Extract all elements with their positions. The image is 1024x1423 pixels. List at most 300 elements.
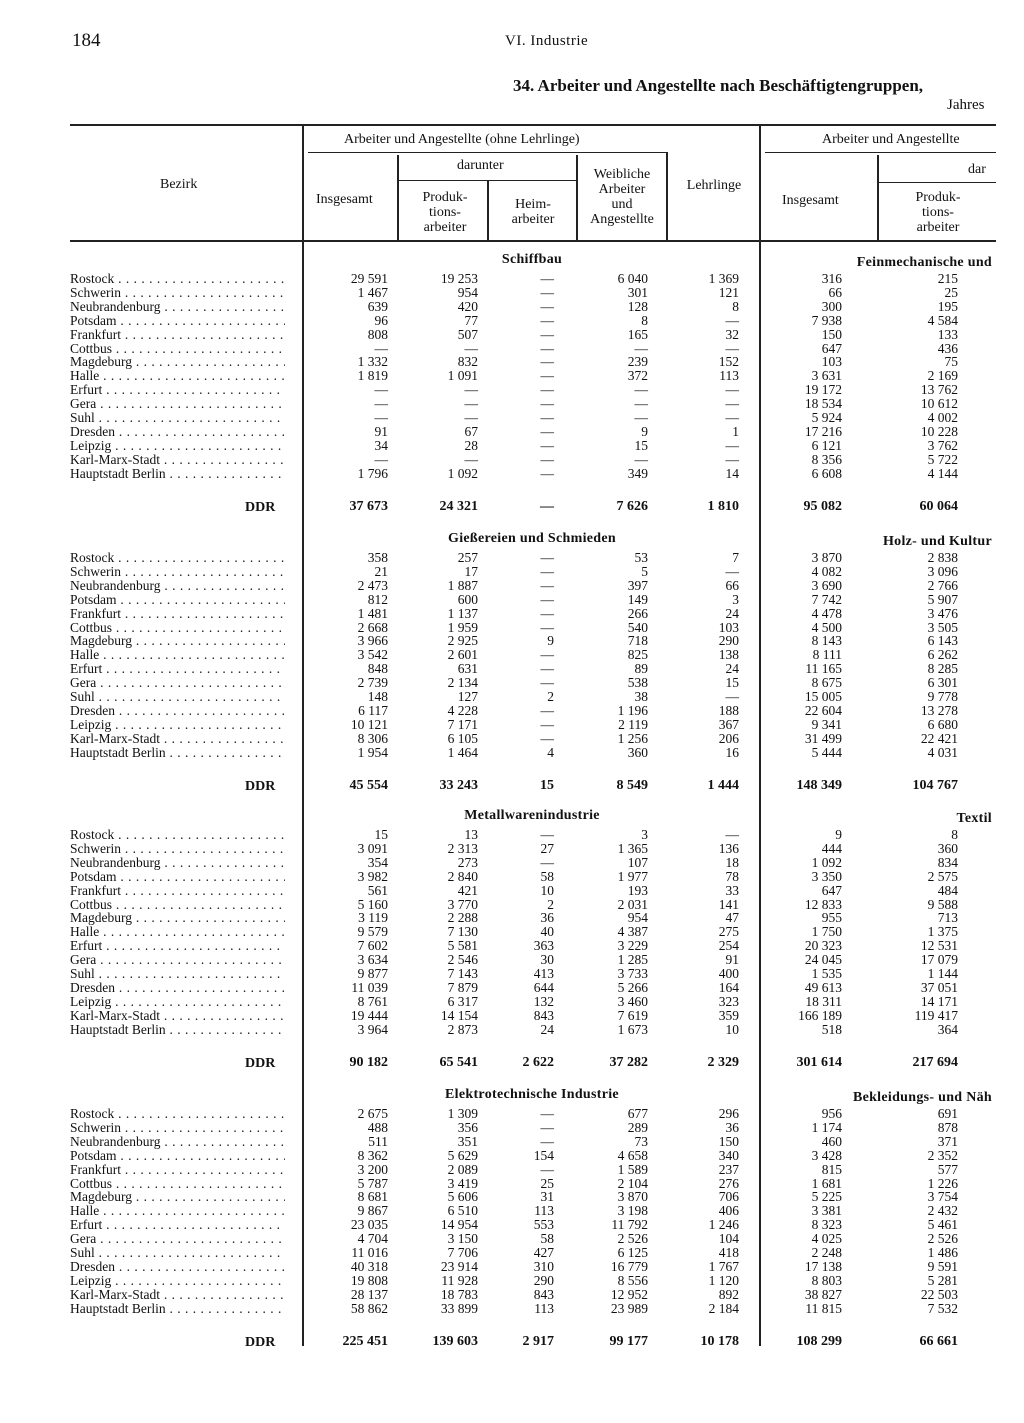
table-cell: 9 778: [927, 689, 958, 704]
table-cell: —: [540, 354, 554, 370]
table-cell: 1 375: [927, 924, 958, 940]
header-bezirk: Bezirk: [160, 177, 198, 192]
table-cell: 677: [627, 1106, 648, 1121]
table-cell: 14: [725, 465, 739, 481]
table-cell: —: [634, 410, 648, 425]
table-cell: —: [725, 382, 739, 398]
table-cell: —: [540, 298, 554, 314]
row-bezirk: Potsdam . . .: [70, 314, 285, 328]
row-bezirk: Halle . . .: [70, 648, 285, 662]
table-cell: 363: [533, 938, 554, 954]
table-cell: 2 766: [927, 577, 958, 593]
table-cell: —: [540, 271, 554, 286]
table-cell: 5 787: [357, 1175, 388, 1191]
table-cell: 18: [725, 854, 739, 870]
table-cell: —: [540, 340, 554, 356]
table-cell: 1 365: [617, 840, 648, 856]
table-cell: 290: [718, 633, 739, 649]
table-cell: 9 579: [357, 924, 388, 940]
table-cell: 31: [540, 1189, 554, 1205]
row-bezirk: Rostock . . .: [70, 1107, 285, 1121]
table-cell: —: [464, 382, 478, 398]
total-cell: 95 082: [803, 499, 842, 514]
section-title: Metallwarenindustrie: [464, 808, 600, 823]
table-cell: 8: [732, 298, 739, 314]
table-cell: 9 877: [357, 966, 388, 981]
table-cell: —: [540, 716, 554, 732]
table-cell: 20 323: [804, 938, 842, 954]
table-cell: —: [540, 827, 554, 842]
table-cell: 91: [374, 423, 388, 439]
table-cell: 639: [367, 298, 388, 314]
table-cell: 29 591: [350, 271, 388, 286]
table-cell: —: [540, 312, 554, 328]
column-divider: [759, 124, 761, 1346]
total-cell: 45 554: [349, 778, 388, 793]
row-bezirk: Gera . . .: [70, 676, 285, 690]
table-cell: 418: [718, 1245, 739, 1260]
table-cell: 11 928: [441, 1272, 478, 1288]
table-cell: 1 767: [708, 1258, 739, 1274]
table-cell: —: [540, 675, 554, 691]
table-cell: 843: [533, 1007, 554, 1023]
table-cell: 954: [627, 910, 648, 926]
table-cell: 11 792: [611, 1217, 648, 1233]
table-cell: —: [464, 340, 478, 356]
table-cell: 14 954: [440, 1217, 478, 1233]
total-cell: 60 064: [919, 499, 958, 514]
table-cell: 359: [718, 1007, 739, 1023]
table-cell: 1 481: [357, 605, 388, 621]
table-cell: 421: [457, 882, 478, 898]
table-cell: 878: [937, 1119, 958, 1135]
table-cell: 34: [374, 437, 388, 453]
table-cell: 239: [627, 354, 648, 370]
row-bezirk: Neubrandenburg . . .: [70, 300, 285, 314]
table-cell: 149: [627, 591, 648, 607]
row-bezirk: Frankfurt . . .: [70, 607, 285, 621]
table-cell: 2 840: [447, 868, 478, 884]
table-cell: 8 111: [812, 647, 842, 663]
table-cell: 848: [367, 661, 388, 677]
table-cell: 21: [374, 563, 388, 579]
table-cell: 3 096: [927, 563, 958, 579]
table-cell: 1 673: [617, 1021, 648, 1037]
table-cell: —: [374, 396, 388, 412]
table-cell: 4 002: [927, 410, 958, 425]
header-sub-rule: [308, 152, 666, 153]
table-cell: 1 196: [617, 702, 648, 718]
table-cell: 10 612: [920, 396, 958, 412]
total-cell: 301 614: [796, 1055, 842, 1070]
table-cell: 11 039: [351, 979, 388, 995]
table-cell: —: [725, 451, 739, 467]
table-cell: 2: [547, 689, 554, 704]
table-cell: 4 025: [811, 1231, 842, 1247]
table-cell: 892: [718, 1286, 739, 1302]
table-cell: 600: [457, 591, 478, 607]
table-cell: —: [725, 340, 739, 356]
table-cell: 2 134: [447, 675, 478, 691]
table-top-rule: [70, 124, 996, 126]
table-cell: 511: [368, 1133, 388, 1149]
table-cell: 301: [627, 284, 648, 300]
table-cell: 9 588: [927, 896, 958, 912]
table-cell: —: [540, 854, 554, 870]
table-cell: 8: [951, 827, 958, 842]
table-cell: 78: [725, 868, 739, 884]
table-cell: 19 172: [804, 382, 842, 398]
table-cell: 3: [732, 591, 739, 607]
table-cell: 9: [641, 423, 648, 439]
header-insgesamt-right: Insgesamt: [782, 193, 839, 208]
table-cell: 150: [821, 326, 842, 342]
table-cell: 6 262: [927, 647, 958, 663]
total-cell: 66 661: [919, 1334, 958, 1349]
table-cell: 5 907: [927, 591, 958, 607]
table-cell: 103: [718, 619, 739, 635]
table-cell: 18 311: [805, 993, 842, 1009]
header-lehrlinge: Lehrlinge: [686, 178, 742, 193]
table-cell: —: [634, 451, 648, 467]
table-cell: —: [725, 437, 739, 453]
table-cell: 10: [540, 882, 554, 898]
table-cell: 8 681: [357, 1189, 388, 1205]
table-cell: 3 542: [357, 647, 388, 663]
table-cell: 1 464: [447, 744, 478, 760]
table-cell: 9 867: [357, 1203, 388, 1219]
table-cell: 67: [464, 423, 478, 439]
table-cell: 8 675: [811, 675, 842, 691]
table-cell: 4 704: [357, 1231, 388, 1247]
table-cell: 4 031: [927, 744, 958, 760]
table-cell: 215: [937, 271, 958, 286]
table-cell: 254: [718, 938, 739, 954]
table-cell: 371: [937, 1133, 958, 1149]
table-cell: 1 750: [811, 924, 842, 940]
table-cell: 316: [821, 271, 842, 286]
table-cell: 340: [718, 1147, 739, 1163]
table-cell: 73: [634, 1133, 648, 1149]
table-cell: 58: [540, 868, 554, 884]
table-cell: 444: [821, 840, 842, 856]
table-cell: 66: [828, 284, 842, 300]
table-cell: —: [540, 451, 554, 467]
total-cell: 1 444: [707, 778, 739, 793]
table-cell: —: [540, 465, 554, 481]
table-cell: 6 510: [447, 1203, 478, 1219]
table-cell: 3 870: [811, 550, 842, 565]
table-cell: 36: [540, 910, 554, 926]
table-cell: —: [540, 702, 554, 718]
table-cell: 150: [718, 1133, 739, 1149]
section-title-right: Bekleidungs- und Näh: [852, 1090, 992, 1105]
table-cell: 7 619: [617, 1007, 648, 1023]
row-bezirk: Cottbus . . .: [70, 1177, 285, 1191]
table-cell: 561: [367, 882, 388, 898]
table-cell: 420: [457, 298, 478, 314]
table-cell: 6 117: [358, 702, 388, 718]
table-cell: 2 104: [617, 1175, 648, 1191]
table-cell: 12 952: [610, 1286, 648, 1302]
table-cell: —: [540, 284, 554, 300]
table-cell: 47: [725, 910, 739, 926]
table-cell: 644: [533, 979, 554, 995]
section-title: Schiffbau: [501, 252, 563, 267]
table-cell: 8 143: [811, 633, 842, 649]
table-subtitle: Jahres: [947, 97, 985, 113]
total-label: DDR: [245, 1056, 276, 1071]
table-cell: 8 356: [811, 451, 842, 467]
table-cell: 4 658: [617, 1147, 648, 1163]
row-bezirk: Frankfurt . . .: [70, 1163, 285, 1177]
table-cell: 354: [367, 854, 388, 870]
table-cell: 1 120: [708, 1272, 739, 1288]
total-cell: 7 626: [616, 499, 648, 514]
row-bezirk: Suhl . . .: [70, 1246, 285, 1260]
table-cell: 22 503: [920, 1286, 958, 1302]
table-cell: 237: [718, 1161, 739, 1177]
total-cell: 65 541: [439, 1055, 478, 1070]
table-cell: 6 608: [811, 465, 842, 481]
table-cell: 104: [718, 1231, 739, 1247]
table-cell: 400: [718, 966, 739, 981]
table-cell: 17: [464, 563, 478, 579]
table-cell: 27: [540, 840, 554, 856]
section-title: Gießereien und Schmieden: [448, 531, 616, 546]
table-cell: 4 478: [811, 605, 842, 621]
table-cell: 518: [821, 1021, 842, 1037]
table-cell: 49 613: [804, 979, 842, 995]
table-cell: 3 200: [357, 1161, 388, 1177]
table-cell: 96: [374, 312, 388, 328]
table-cell: 2 675: [357, 1106, 388, 1121]
table-cell: 18 534: [804, 396, 842, 412]
total-cell: 139 603: [432, 1334, 478, 1349]
table-cell: —: [540, 591, 554, 607]
table-cell: 23 035: [350, 1217, 388, 1233]
table-cell: 1 887: [447, 577, 478, 593]
row-bezirk: Gera . . .: [70, 397, 285, 411]
table-cell: 538: [627, 675, 648, 691]
row-bezirk: Halle . . .: [70, 1204, 285, 1218]
table-cell: 3 762: [927, 437, 958, 453]
table-cell: 7 706: [447, 1245, 478, 1260]
table-cell: 1 369: [708, 271, 739, 286]
total-cell: 37 673: [349, 499, 388, 514]
table-cell: 138: [718, 647, 739, 663]
row-bezirk: Potsdam . . .: [70, 593, 285, 607]
table-cell: 3 754: [927, 1189, 958, 1205]
table-cell: 3 631: [811, 368, 842, 384]
table-cell: 1 256: [617, 730, 648, 746]
row-bezirk: Suhl . . .: [70, 411, 285, 425]
table-cell: 290: [533, 1272, 554, 1288]
row-bezirk: Erfurt . . .: [70, 1218, 285, 1232]
row-bezirk: Dresden . . .: [70, 425, 285, 439]
section-title-right: Holz- und Kultur: [882, 534, 992, 549]
table-cell: —: [540, 1133, 554, 1149]
table-cell: 2 432: [927, 1203, 958, 1219]
table-cell: 1 174: [811, 1119, 842, 1135]
table-cell: 3 982: [357, 868, 388, 884]
table-cell: 28 137: [350, 1286, 388, 1302]
table-cell: 38 827: [804, 1286, 842, 1302]
header-heimarbeiter: Heim- arbeiter: [511, 197, 555, 227]
table-cell: 28: [464, 437, 478, 453]
table-cell: 19 253: [440, 271, 478, 286]
row-bezirk: Rostock . . .: [70, 551, 285, 565]
table-cell: 6 040: [617, 271, 648, 286]
table-cell: 3 476: [927, 605, 958, 621]
table-cell: 24: [540, 1021, 554, 1037]
table-cell: —: [725, 312, 739, 328]
table-cell: 3 634: [357, 952, 388, 968]
table-cell: —: [540, 661, 554, 677]
table-cell: 24: [725, 605, 739, 621]
table-cell: 5 266: [617, 979, 648, 995]
row-bezirk: Dresden . . .: [70, 704, 285, 718]
table-cell: 2 473: [357, 577, 388, 593]
row-bezirk: Hauptstadt Berlin . . .: [70, 467, 285, 481]
row-bezirk: Neubrandenburg . . .: [70, 579, 285, 593]
table-cell: 3 733: [617, 966, 648, 981]
row-bezirk: Halle . . .: [70, 925, 285, 939]
header-dar: dar: [968, 162, 986, 177]
row-bezirk: Cottbus . . .: [70, 898, 285, 912]
total-cell: 99 177: [609, 1334, 648, 1349]
table-cell: —: [540, 410, 554, 425]
table-cell: 25: [944, 284, 958, 300]
table-cell: 1: [732, 423, 739, 439]
total-cell: 90 182: [349, 1055, 388, 1070]
table-cell: 1 589: [617, 1161, 648, 1177]
table-cell: 5 581: [447, 938, 478, 954]
row-bezirk: Dresden . . .: [70, 981, 285, 995]
table-cell: —: [464, 396, 478, 412]
row-bezirk: Hauptstadt Berlin . . .: [70, 1023, 285, 1037]
table-cell: 13: [464, 827, 478, 842]
table-cell: 7 171: [447, 716, 478, 732]
table-cell: 13 278: [920, 702, 958, 718]
table-cell: 832: [457, 354, 478, 370]
table-cell: 4 144: [927, 465, 958, 481]
table-cell: 2 352: [927, 1147, 958, 1163]
total-cell: 108 299: [796, 1334, 842, 1349]
table-cell: —: [540, 577, 554, 593]
table-cell: 18 783: [440, 1286, 478, 1302]
table-cell: —: [464, 410, 478, 425]
table-cell: 300: [821, 298, 842, 314]
table-cell: —: [540, 1119, 554, 1135]
table-cell: 351: [457, 1133, 478, 1149]
total-cell: 8 549: [616, 778, 648, 793]
table-cell: 14 154: [440, 1007, 478, 1023]
total-cell: 225 451: [342, 1334, 388, 1349]
table-cell: 58: [540, 1231, 554, 1247]
header-produktionsarbeiter-right: Produk- tions- arbeiter: [915, 190, 961, 235]
table-cell: —: [540, 550, 554, 565]
row-bezirk: Rostock . . .: [70, 828, 285, 842]
table-cell: 9: [547, 633, 554, 649]
table-cell: 17 138: [804, 1258, 842, 1274]
table-cell: —: [634, 396, 648, 412]
header-group-left: Arbeiter und Angestellte (ohne Lehrlinge): [344, 132, 580, 147]
row-bezirk: Leipzig . . .: [70, 1274, 285, 1288]
table-cell: 4 500: [811, 619, 842, 635]
row-bezirk: Karl-Marx-Stadt . . .: [70, 453, 285, 467]
table-cell: 15: [634, 437, 648, 453]
total-cell: —: [540, 499, 554, 514]
table-cell: 1 285: [617, 952, 648, 968]
table-cell: 257: [457, 550, 478, 565]
table-cell: 36: [725, 1119, 739, 1135]
table-cell: 3 966: [357, 633, 388, 649]
table-cell: —: [634, 382, 648, 398]
table-cell: 275: [718, 924, 739, 940]
table-cell: 133: [937, 326, 958, 342]
table-cell: 2 526: [617, 1231, 648, 1247]
table-cell: 266: [627, 605, 648, 621]
table-cell: 3 419: [447, 1175, 478, 1191]
table-cell: 75: [944, 354, 958, 370]
row-bezirk: Leipzig . . .: [70, 439, 285, 453]
table-cell: 17 216: [804, 423, 842, 439]
table-cell: 2 739: [357, 675, 388, 691]
table-cell: 460: [821, 1133, 842, 1149]
table-cell: 6 317: [447, 993, 478, 1009]
table-cell: 53: [634, 550, 648, 565]
total-cell: 24 321: [439, 499, 478, 514]
table-cell: 89: [634, 661, 648, 677]
row-bezirk: Schwerin . . .: [70, 1121, 285, 1135]
table-cell: —: [540, 396, 554, 412]
table-cell: 19 444: [350, 1007, 388, 1023]
column-divider: [877, 155, 879, 240]
table-cell: 6 143: [927, 633, 958, 649]
header-sub-rule: [878, 182, 996, 183]
table-cell: 5 281: [927, 1272, 958, 1288]
table-cell: —: [725, 563, 739, 579]
table-cell: 103: [821, 354, 842, 370]
table-cell: 3 428: [811, 1147, 842, 1163]
table-cell: 23 914: [440, 1258, 478, 1274]
table-cell: —: [540, 730, 554, 746]
table-cell: 9: [835, 827, 842, 842]
table-cell: 367: [718, 716, 739, 732]
row-bezirk: Schwerin . . .: [70, 565, 285, 579]
total-cell: 2 622: [522, 1055, 554, 1070]
table-cell: 9 341: [811, 716, 842, 732]
table-cell: 165: [627, 326, 648, 342]
table-cell: 164: [718, 979, 739, 995]
table-cell: 23 989: [610, 1300, 648, 1316]
table-cell: 6 301: [927, 675, 958, 691]
table-cell: 11 165: [805, 661, 842, 677]
table-cell: —: [540, 619, 554, 635]
table-cell: 6 125: [617, 1245, 648, 1260]
table-cell: 17 079: [920, 952, 958, 968]
table-cell: 188: [718, 702, 739, 718]
table-cell: 691: [937, 1106, 958, 1121]
table-cell: 37 051: [920, 979, 958, 995]
table-cell: 2 838: [927, 550, 958, 565]
table-cell: —: [725, 410, 739, 425]
table-cell: 296: [718, 1106, 739, 1121]
table-cell: 8 761: [357, 993, 388, 1009]
table-cell: 956: [821, 1106, 842, 1121]
row-bezirk: Karl-Marx-Stadt . . .: [70, 1288, 285, 1302]
